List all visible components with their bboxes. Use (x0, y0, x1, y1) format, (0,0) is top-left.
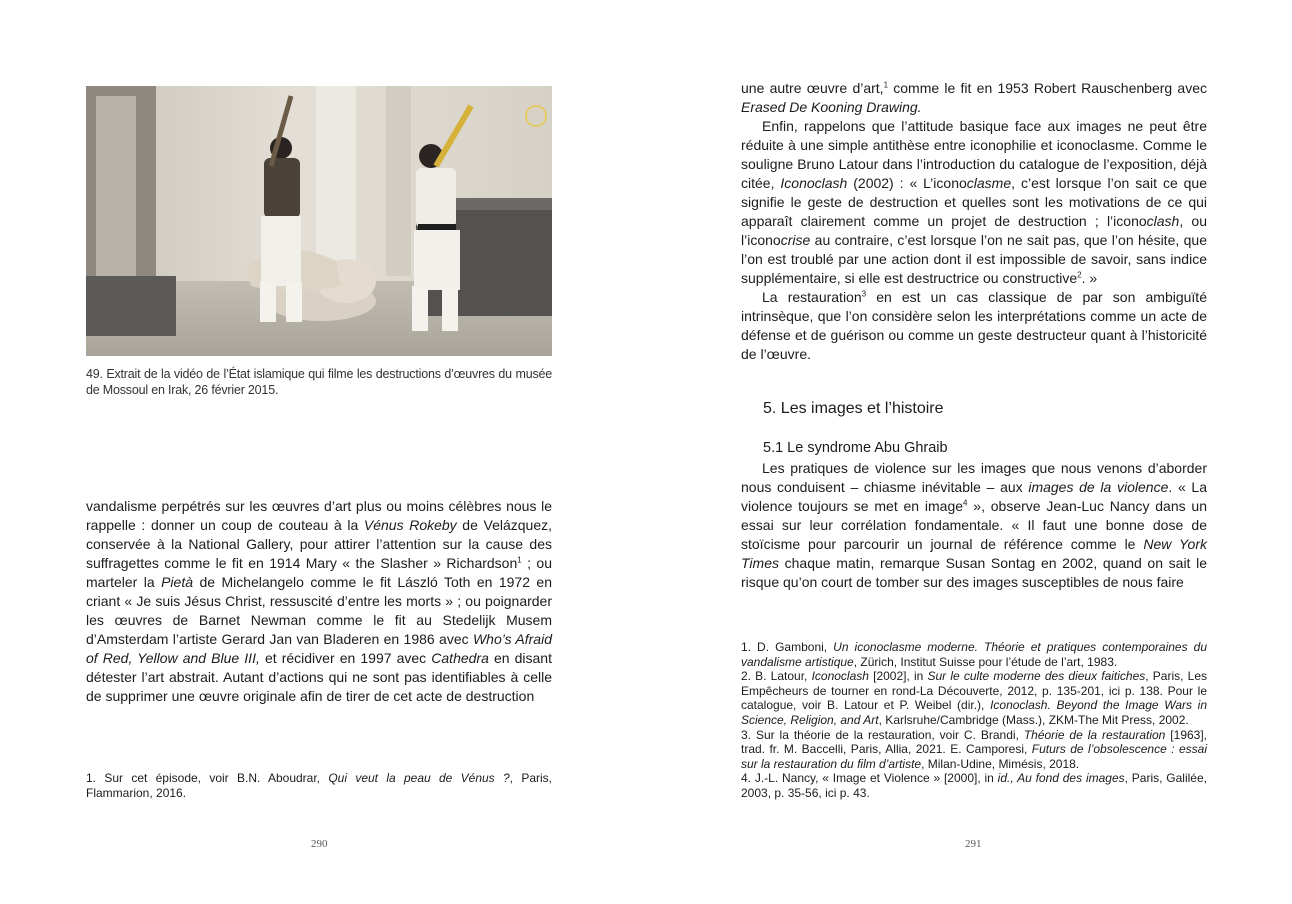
footnote-ref[interactable]: 2 (1077, 270, 1082, 280)
footnote-ref[interactable]: 1 (517, 555, 522, 565)
page-number: 290 (311, 838, 328, 850)
subsection-heading: 5.1 Le syndrome Abu Ghraib (763, 440, 948, 456)
footnote-1: 1. D. Gamboni, Un iconoclasme moderne. Théorie et pratiques contemporaines du vandalisme artistique, Zürich, Institut Suisse pour l’étude de l’art, 1983. (741, 640, 1207, 669)
footnotes (741, 640, 1207, 801)
figure-photo (86, 86, 552, 356)
footnote-ref[interactable]: 3 (861, 289, 867, 299)
footnote-ref[interactable]: 4 (963, 498, 968, 508)
right-body-top (741, 79, 1207, 364)
footnotes (86, 771, 552, 800)
left-body-paragraph: vandalisme perpétrés sur les œuvres d’art plus ou moins célèbres nous le rappelle : donner un coup de couteau à la Vénus Rokeby de Velázquez, conservée à la National Gallery, pour attirer l’attention sur la cause des suffragettes comme le fit en 1914 Mary « the Slasher » Richardson$^1$ ; ou marteler la Pietà de Michelangelo comme le fit László Toth en 1972 en criant « Je suis Jésus Christ, ressuscité d’entre les morts » ; ou poignarder les œuvres de Barnet Newman comme le fit au Stedelijk Musem d’Amsterdam l’artiste Gerard Jan van Bladeren en 1986 avec Who’s Afraid of Red, Yellow and Blue III, et récidiver en 1997 avec Cathedra en disant détester l’art abstrait. Autant d’actions qui ne sont pas identifiables à celle de supprimer une œuvre originale afin de tirer de cet acte de destruction (86, 498, 552, 704)
paragraph-1: une autre œuvre d’art,$^1$ comme le fit en 1953 Robert Rauschenberg avec Erased De Kooning Drawing. (741, 80, 1207, 115)
paragraph-4: Les pratiques de violence sur les images que nous venons d’aborder nous conduisent – chiasme inévitable – aux images de la violence. « La violence toujours se met en image$^4$ », observe Jean-Luc Nancy dans un essai sur leur corrélation fondamentale. « Il faut une bonne dose de stoïcisme pour parcourir un journal de référence comme le New York Times chaque matin, remarque Susan Sontag en 2002, quand on sait le risque qu’on court de tomber sur des images susceptibles de nous faire (741, 460, 1208, 590)
footnote-4: 4. J.-L. Nancy, « Image et Violence » [2000], in id., Au fond des images, Paris, Galilée, 2003, p. 35-56, ici p. 43. (741, 771, 1207, 800)
right-page (646, 0, 1292, 904)
footnote-1: 1. Sur cet épisode, voir B.N. Aboudrar, Qui veut la peau de Vénus ?, Paris, Flammarion, 2016. (86, 771, 552, 800)
figure-caption: 49. Extrait de la vidéo de l’État islamique qui filme les destructions d’œuvres du musée de Mossoul en Irak, 26 février 2015. (86, 367, 552, 397)
right-body-bottom (741, 459, 1207, 592)
paragraph-3: La restauration$^3$ en est un cas classique de par son ambiguïté intrinsèque, que l’on considère selon les interprétations comme un acte de défense et de guérison ou comme un geste destructeur quant à l’historicité de l’œuvre. (741, 289, 1207, 362)
footnote-3: 3. Sur la théorie de la restauration, voir C. Brandi, Théorie de la restauration [1963], trad. fr. M. Baccelli, Paris, Allia, 2021. E. Camporesi, Futurs de l’obsolescence : essai sur la restauration du film d’artiste, Milan-Udine, Mimésis, 2018. (741, 727, 1208, 771)
footnote-ref[interactable]: 1 (883, 80, 889, 90)
paragraph-2: Enfin, rappelons que l’attitude basique face aux images ne peut être réduite à une simple antithèse entre iconophilie et iconoclasme. Comme le souligne Bruno Latour dans l’introduction du catalogue de l’exposition, déjà citée, Iconoclash (2002) : « L’iconoclasme, c’est lorsque l’on sait ce que signifie le geste de destruction et quelles sont les motivations de ce qui apparaît clairement comme un projet de destruction ; l’iconoclash, ou l’iconocrise au contraire, c’est lorsque l’on ne sait pas, que l’on hésite, que l’on est troublé par une action dont il est impossible de savoir, sans indice supplémentaire, si elle est destructrice ou constructive$^2$. » (741, 118, 1208, 286)
footnote-2: 2. B. Latour, Iconoclash [2002], in Sur le culte moderne des dieux faitiches, Paris, Les Empêcheurs de tourner en rond-La Découverte, 2012, p. 135-201, ici p. 138. Pour le catalogue, voir B. Latour et P. Weibel (dir.), Iconoclash. Beyond the Image Wars in Science, Religion, and Art, Karlsruhe/Cambridge (Mass.), ZKM-The Mit Press, 2002. (741, 669, 1208, 727)
page-number: 291 (965, 838, 982, 850)
section-heading: 5. Les images et l’histoire (763, 400, 944, 417)
